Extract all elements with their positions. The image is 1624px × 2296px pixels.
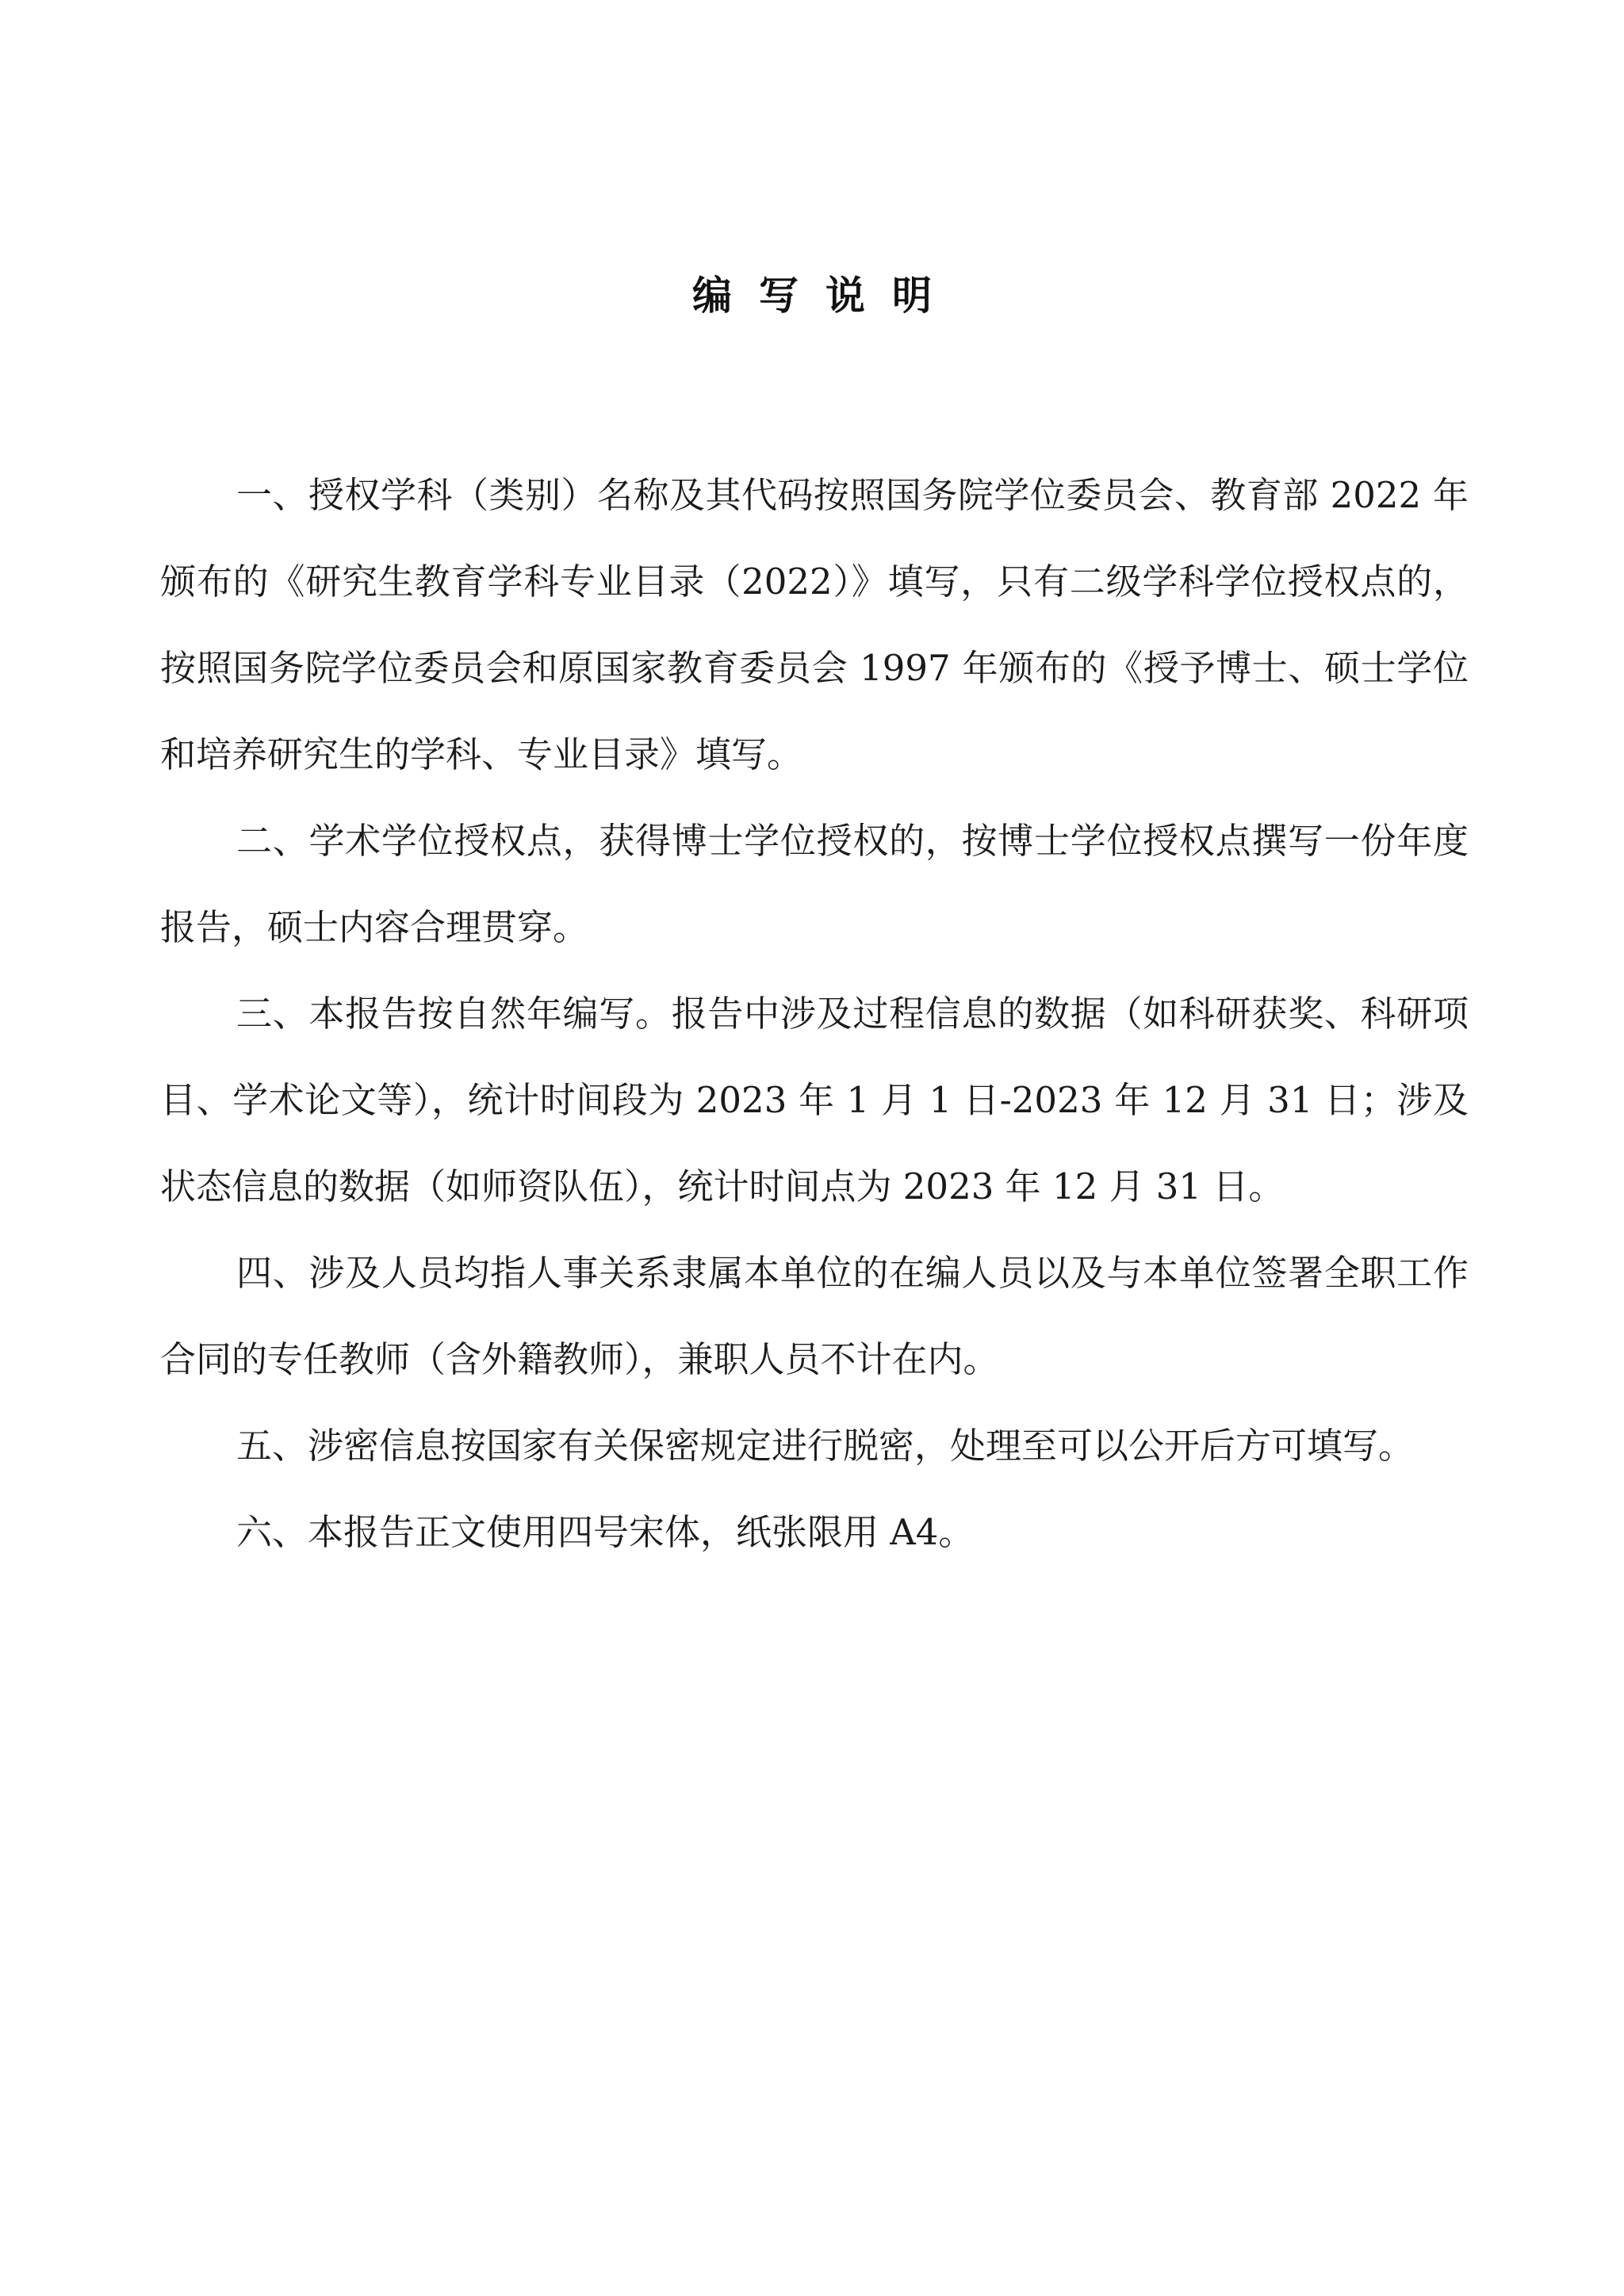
paragraph-3: 三、本报告按自然年编写。报告中涉及过程信息的数据（如科研获奖、科研项目、学术论文等），统计时间段为 2023 年 1 月 1 日-2023 年 12 月 31 日；涉及状态信息的数据（如师资队伍），统计时间点为 2023 年 12 月 31 日。: [160, 993, 1469, 1207]
paragraph-2: 二、学术学位授权点，获得博士学位授权的，按博士学位授权点撰写一份年度报告，硕士内容合理贯穿。: [160, 820, 1469, 948]
paragraph-1: 一、授权学科（类别）名称及其代码按照国务院学位委员会、教育部 2022 年颁布的《研究生教育学科专业目录（2022）》填写，只有二级学科学位授权点的，按照国务院学位委员会和原国家教育委员会 1997 年颁布的《授予博士、硕士学位和培养研究生的学科、专业目录》填写。: [160, 474, 1469, 775]
paragraph-4: 四、涉及人员均指人事关系隶属本单位的在编人员以及与本单位签署全职工作合同的专任教师（含外籍教师），兼职人员不计在内。: [160, 1252, 1469, 1380]
document-body: [160, 452, 1469, 1575]
document-title: 编写说明: [692, 273, 959, 319]
paragraph-6: 六、本报告正文使用四号宋体，纸张限用 A4。: [236, 1511, 975, 1553]
paragraph-5: 五、涉密信息按国家有关保密规定进行脱密，处理至可以公开后方可填写。: [236, 1425, 1415, 1467]
